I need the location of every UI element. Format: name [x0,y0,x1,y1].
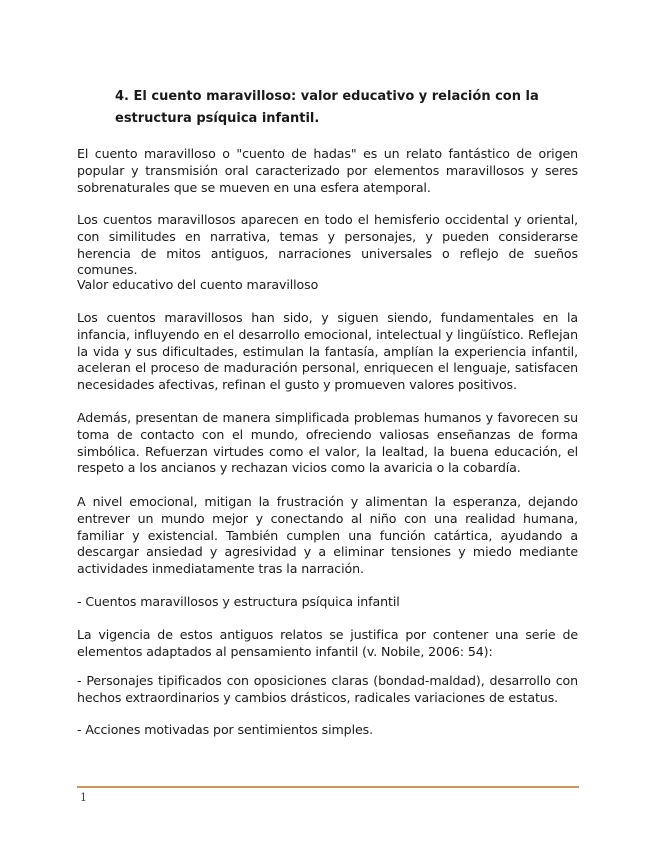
list-item-characters: - Personajes tipificados con oposiciones claras (bondad-maldad), desarrollo con hechos extraordinarios y cambios drásticos, radicales variaciones de estatus. [77,673,578,705]
paragraph-importance: Los cuentos maravillosos han sido, y siguen siendo, fundamentales en la infancia, influyendo en el desarrollo emocional, intelectual y lingüístico. Reflejan la vida y sus dificultades, estimulan la fantasía, amplían la experiencia infantil, aceleran el proceso de maduración personal, enriquecen el lenguaje, satisfacen necesidades afectivas, refinan el gusto y promueven valores positivos. [77,310,578,393]
paragraph-origin: Los cuentos maravillosos aparecen en todo el hemisferio occidental y oriental, con similitudes en narrativa, temas y personajes, y pueden considerarse herencia de mitos antiguos, narraciones universales o reflejo de sueños comunes. [77,212,578,278]
list-item-actions: - Acciones motivadas por sentimientos simples. [77,722,373,737]
footer-divider [77,786,579,788]
subheading-educational-value: Valor educativo del cuento maravilloso [77,277,319,292]
page-number: 1 [80,791,87,804]
paragraph-teachings: Además, presentan de manera simplificada problemas humanos y favorecen su toma de contacto con el mundo, ofreciendo valiosas enseñanzas de forma simbólica. Refuerzan virtudes como el valor, la lealtad, la buena educación, el respeto a los ancianos y rechazan vicios como la avaricia o la cobardía. [77,410,578,476]
section-heading: 4. El cuento maravilloso: valor educativo y relación con la estructura psíquica infantil. [115,89,539,126]
paragraph-emotional: A nivel emocional, mitigan la frustración y alimentan la esperanza, dejando entrever un mundo mejor y conectando al niño con una realidad humana, familiar y existencial. También cumplen una función catártica, ayudando a descargar ansiedad y agresividad y a eliminar tensiones y miedo mediante actividades inmediatamente tras la narración. [77,494,578,577]
paragraph-definition: El cuento maravilloso o "cuento de hadas" es un relato fantástico de origen popular y transmisión oral caracterizado por elementos maravillosos y seres sobrenaturales que se mueven en una esfera atemporal. [77,146,578,195]
subheading-psychic-structure: - Cuentos maravillosos y estructura psíquica infantil [77,594,400,609]
paragraph-validity: La vigencia de estos antiguos relatos se justifica por contener una serie de elementos adaptados al pensamiento infantil (v. Nobile, 2006: 54): [77,627,578,659]
